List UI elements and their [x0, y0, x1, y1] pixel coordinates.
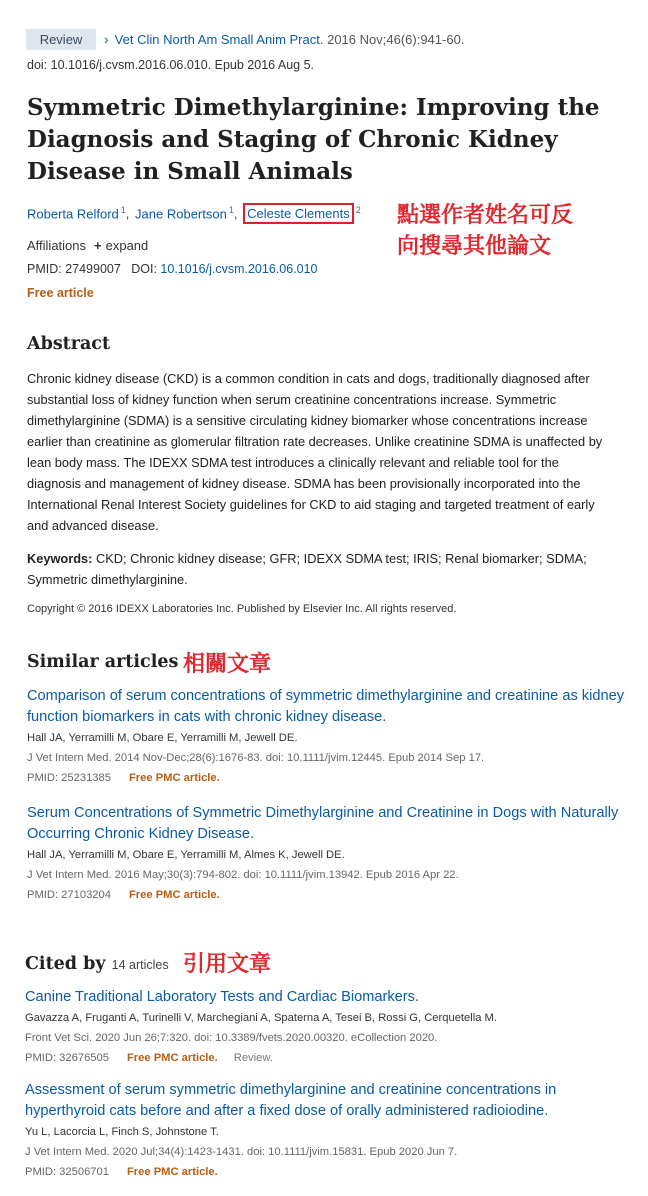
cited-count: 14 articles: [111, 958, 169, 972]
free-pmc-badge: Free PMC article.: [126, 1166, 218, 1178]
chevron-right-icon[interactable]: ›: [104, 31, 109, 47]
abstract-text: [27, 368, 648, 536]
article-identifiers: [27, 772, 637, 784]
article-source: Front Vet Sci. 2020 Jun 26;7:320. doi: 10.3389/fvets.2020.00320. eCollection 2020.: [25, 1032, 438, 1044]
similar-article-title-link[interactable]: Comparison of serum concentrations of symmetric dimethylarginine and creatinine as kidney function biomarkers in cats with chronic kidney disease.: [27, 688, 624, 725]
expand-label: expand: [105, 238, 149, 253]
article-source: J Vet Intern Med. 2020 Jul;34(4):1423-1431. doi: 10.1111/jvim.15831. Epub 2020 Jun 7.: [25, 1146, 458, 1158]
article-pmid: PMID: 27103204: [27, 889, 111, 901]
plus-icon: +: [94, 238, 102, 253]
article-authors: Gavazza A, Fruganti A, Turinelli V, Marchegiani A, Spaterna A, Tesei B, Rossi G, Cerquetella M.: [25, 1012, 497, 1024]
abstract-line: earlier than creatinine as glomerular filtration rate decreases. Unlike creatinine SDMA is unaffected by: [27, 434, 603, 449]
author-link-relford[interactable]: Roberta Relford: [27, 206, 119, 222]
author-separator: ,: [125, 206, 130, 222]
abstract-line: and advanced disease.: [27, 518, 159, 533]
abstract-line: substantial loss of kidney function when serum creatinine concentrations increase. Symmetric: [27, 392, 557, 407]
cited-article-title-link[interactable]: Assessment of serum symmetric dimethylarginine and creatinine concentrations in hyperthyroid cats before and after a fixed dose of orally administered radioiodine.: [25, 1082, 557, 1119]
cited-annotation: 引用文章: [183, 952, 272, 977]
pmid: PMID: 27499007: [27, 262, 121, 276]
free-article-badge: Free article: [27, 286, 94, 300]
article-pmid: PMID: 32506701: [25, 1166, 109, 1178]
cited-by-label: Cited by: [25, 954, 106, 974]
affiliations-toggle[interactable]: [27, 238, 148, 253]
abstract-line: dimethylarginine (SDMA) is a sensitive circulating kidney biomarker whose concentrations increase: [27, 413, 588, 428]
keywords-label: Keywords:: [27, 551, 93, 566]
free-pmc-badge: Free PMC article.: [126, 1052, 218, 1064]
similar-article-title-link[interactable]: Serum Concentrations of Symmetric Dimethylarginine and Creatinine in Dogs with Naturally Occurring Chronic Kidney Disease.: [27, 805, 619, 842]
doi-epub-line: doi: 10.1016/j.cvsm.2016.06.010. Epub 2016 Aug 5.: [27, 58, 315, 72]
abstract-line: Chronic kidney disease (CKD) is a common condition in cats and dogs, traditionally diagnosed after: [27, 371, 590, 386]
cited-article-title-link[interactable]: Canine Traditional Laboratory Tests and Cardiac Biomarkers.: [25, 989, 419, 1005]
abstract-line: lean body mass. The IDEXX SDMA test introduces a clinically relevant and reliable tool for the: [27, 455, 559, 470]
similar-annotation: 相關文章: [183, 652, 272, 677]
cited-article-item: [25, 987, 635, 1064]
identifiers-line: [27, 262, 317, 276]
cited-by-heading: [25, 954, 169, 974]
cited-article-item: [25, 1080, 635, 1178]
article-source: J Vet Intern Med. 2016 May;30(3):794-802. doi: 10.1111/jvim.13942. Epub 2016 Apr 22.: [27, 869, 459, 881]
author-highlight-box: [243, 203, 354, 224]
doi-link[interactable]: 10.1016/j.cvsm.2016.06.010: [160, 262, 318, 276]
article-identifiers: [25, 1166, 635, 1178]
free-pmc-badge: Free PMC article.: [128, 772, 220, 784]
affiliations-label: Affiliations: [27, 238, 87, 253]
affiliation-ref[interactable]: 1: [228, 205, 234, 215]
article-identifiers: [25, 1052, 635, 1064]
doi-label: DOI:: [131, 262, 157, 276]
article-identifiers: [27, 889, 637, 901]
author-link-clements[interactable]: Celeste Clements: [247, 206, 350, 222]
keywords: [27, 548, 627, 590]
copyright: Copyright © 2016 IDEXX Laboratories Inc. Published by Elsevier Inc. All rights reserved.: [27, 603, 457, 615]
similar-article-item: [27, 803, 637, 901]
abstract-line: diagnosis and management of kidney disease. SDMA has been provisionally incorporated into the: [27, 476, 581, 491]
citation-details: 2016 Nov;46(6):941-60.: [327, 32, 465, 47]
affiliation-ref[interactable]: 1: [120, 205, 126, 215]
author-list: [27, 205, 361, 221]
similar-article-item: [27, 686, 637, 784]
abstract-line: International Renal Interest Society guidelines for CKD to aid staging and targeted treatment of early: [27, 497, 595, 512]
author-separator: ,: [233, 206, 238, 222]
free-pmc-badge: Free PMC article.: [128, 889, 220, 901]
annotation-line: 向搜尋其他論文: [397, 234, 552, 259]
author-link-robertson[interactable]: Jane Robertson: [135, 206, 227, 222]
article-authors: Yu L, Lacorcia L, Finch S, Johnstone T.: [25, 1126, 219, 1138]
article-pmid: PMID: 25231385: [27, 772, 111, 784]
similar-articles-heading: Similar articles: [27, 652, 179, 672]
article-type-badge: Review.: [233, 1052, 273, 1064]
article-authors: Hall JA, Yerramilli M, Obare E, Yerramilli M, Almes K, Jewell DE.: [27, 849, 345, 861]
article-source: J Vet Intern Med. 2014 Nov-Dec;28(6):1676-83. doi: 10.1111/jvim.12445. Epub 2014 Sep 17.: [27, 752, 485, 764]
author-search-annotation: [397, 200, 637, 262]
article-title: Symmetric Dimethylarginine: Improving the Diagnosis and Staging of Chronic Kidney Disease in Small Animals: [27, 94, 600, 185]
affiliation-ref[interactable]: 2: [355, 205, 361, 215]
annotation-line: 點選作者姓名可反: [397, 203, 574, 228]
abstract-heading: Abstract: [27, 334, 111, 354]
journal-link[interactable]: Vet Clin North Am Small Anim Pract.: [114, 32, 324, 47]
citation-line: [104, 31, 464, 47]
article-pmid: PMID: 32676505: [25, 1052, 109, 1064]
article-authors: Hall JA, Yerramilli M, Obare E, Yerramilli M, Jewell DE.: [27, 732, 298, 744]
review-badge: Review: [26, 29, 96, 50]
keywords-list: CKD; Chronic kidney disease; GFR; IDEXX SDMA test; IRIS; Renal biomarker; SDMA; Symmetric dimethylarginine.: [27, 551, 587, 587]
